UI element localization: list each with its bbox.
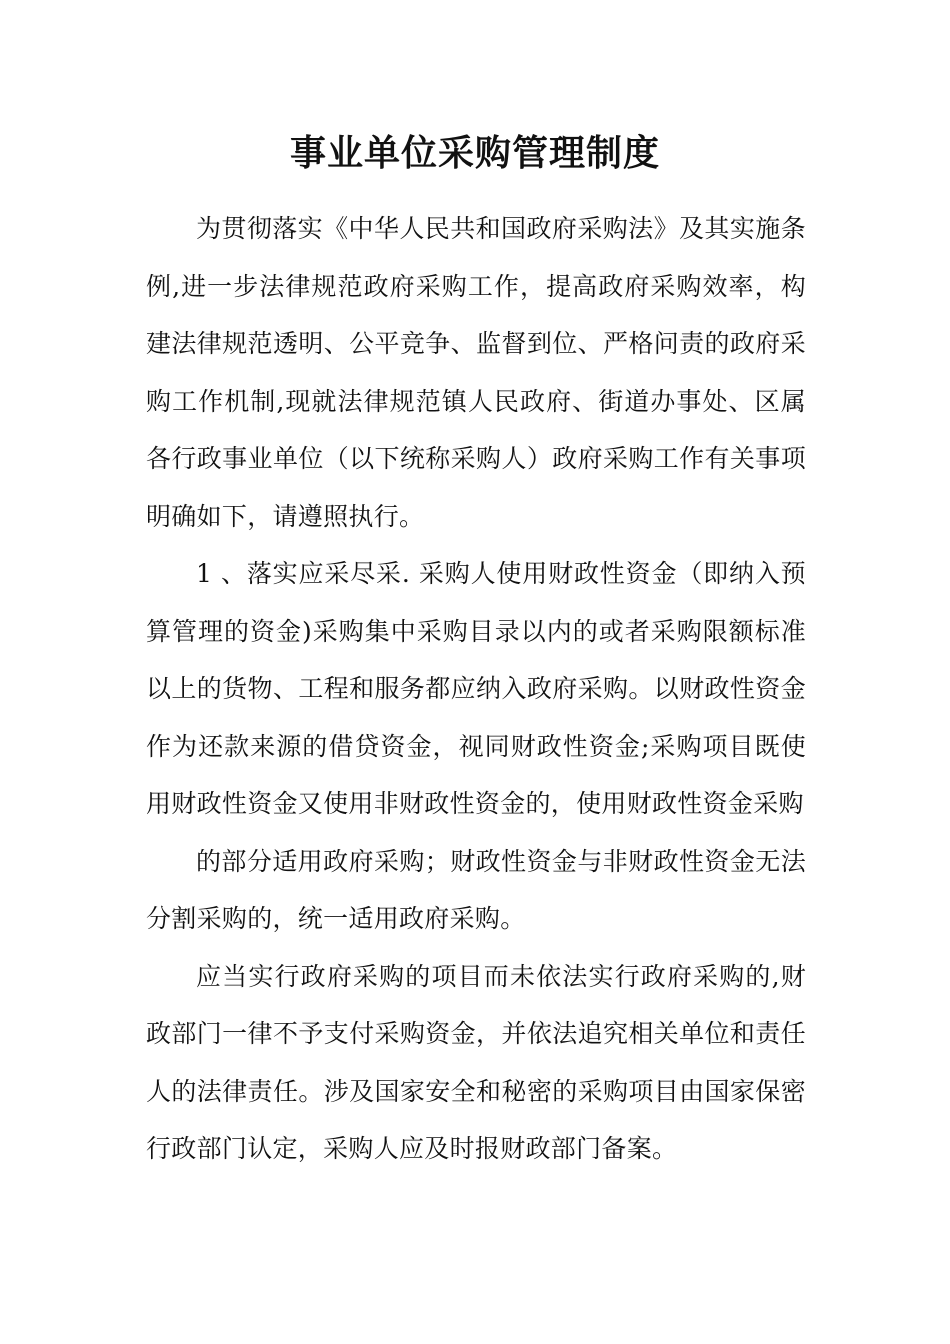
- document-title: 事业单位采购管理制度: [289, 132, 660, 174]
- paragraph-item-1-continued: 的部分适用政府采购；财政性资金与非财政性资金无法分割采购的，统一适用政府采购。: [146, 846, 806, 933]
- paragraph-intro: 为贯彻落实《中华人民共和国政府采购法》及其实施条例,进一步法律规范政府采购工作，提高政府采购效率，构建法律规范透明、公平竞争、监督到位、严格问责的政府采购工作机制,现就法律规范镇人民政府、街道办事处、区属各行政事业单位（以下统称采购人）政府采购工作有关事项明确如下，请遵照执行。: [146, 214, 806, 531]
- paragraph-enforcement: 应当实行政府采购的项目而未依法实行政府采购的,财政部门一律不予支付采购资金，并依法追究相关单位和责任人的法律责任。涉及国家安全和秘密的采购项目由国家保密行政部门认定，采购人应及时报财政部门备案。: [146, 961, 806, 1163]
- paragraph-item-1: 1 、落实应采尽采. 采购人使用财政性资金（即纳入预算管理的资金)采购集中采购目录以内的或者采购限额标准以上的货物、工程和服务都应纳入政府采购。以财政性资金作为还款来源的借贷资金，视同财政性资金;采购项目既使用财政性资金又使用非财政性资金的，使用财政性资金采购: [146, 559, 806, 818]
- document-body: [146, 200, 806, 1178]
